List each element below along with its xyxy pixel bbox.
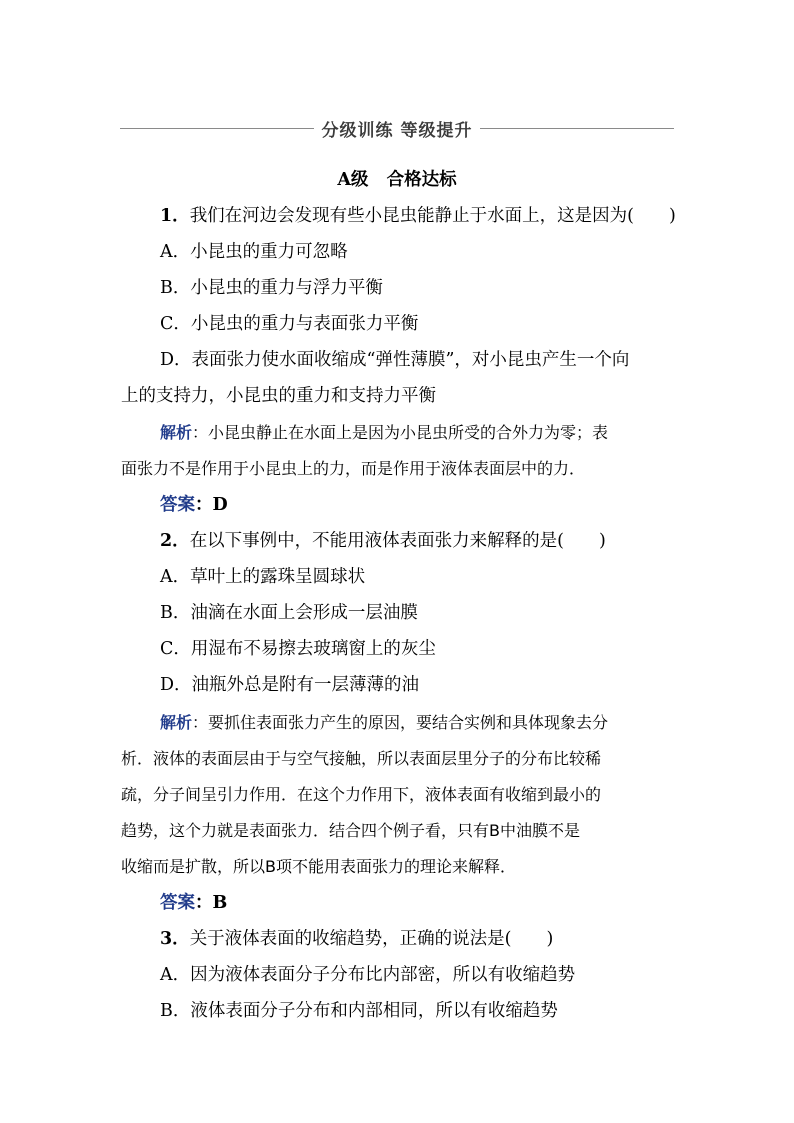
section-title: A级 合格达标 xyxy=(337,170,457,190)
q1-option-d-line2: 上的支持力，小昆虫的重力和支持力平衡 xyxy=(121,386,436,406)
q1-explanation-line1 xyxy=(160,421,608,445)
q1-option-d-line1: D．表面张力使水面收缩成“弹性薄膜”，对小昆虫产生一个向 xyxy=(160,350,630,370)
q1-explanation-line2: 面张力不是作用于小昆虫上的力，而是作用于液体表面层中的力． xyxy=(121,459,586,478)
q2-explanation-text1: ：要抓住表面张力产生的原因，要结合实例和具体现象去分 xyxy=(192,713,609,732)
q2-explanation-line1 xyxy=(160,711,608,735)
q2-explanation-label: 解析 xyxy=(160,713,193,732)
header-rule-right xyxy=(480,128,674,129)
header-title: 分级训练 等级提升 xyxy=(321,120,473,141)
q1-stem: 我们在河边会发现有些小昆虫能静止于水面上，这是因为( ) xyxy=(189,206,676,226)
section-header xyxy=(120,116,674,140)
q2-explanation-line2: 析．液体的表面层由于与空气接触，所以表面层里分子的分布比较稀 xyxy=(121,749,602,768)
q3-stem: 关于液体表面的收缩趋势，正确的说法是( ) xyxy=(189,929,554,949)
q3-option-b: B．液体表面分子分布和内部相同，所以有收缩趋势 xyxy=(160,1001,558,1021)
q2-option-a: A．草叶上的露珠呈圆球状 xyxy=(160,567,366,587)
q1-answer-label: 答案 xyxy=(160,495,195,515)
q1-option-b: B．小昆虫的重力与浮力平衡 xyxy=(160,278,383,298)
q2-option-d: D．油瓶外总是附有一层薄薄的油 xyxy=(160,675,420,695)
q2-answer-value: ：B xyxy=(195,893,228,913)
q2-answer-label: 答案 xyxy=(160,893,195,913)
q2-option-c: C．用湿布不易擦去玻璃窗上的灰尘 xyxy=(160,639,436,659)
q1-number: 1． xyxy=(160,206,190,226)
q2-explanation-line5: 收缩而是扩散，所以B项不能用表面张力的理论来解释． xyxy=(121,857,516,876)
q2-option-b: B．油滴在水面上会形成一层油膜 xyxy=(160,603,418,623)
q1-explanation-label: 解析 xyxy=(160,423,193,442)
q2-explanation-line3: 疏，分子间呈引力作用．在这个力作用下，液体表面有收缩到最小的 xyxy=(121,785,602,804)
q3-stem-line xyxy=(160,927,553,951)
q3-number: 3． xyxy=(160,929,190,949)
q2-number: 2． xyxy=(160,531,190,551)
q2-stem-line xyxy=(160,529,606,553)
q1-option-a: A．小昆虫的重力可忽略 xyxy=(160,242,348,262)
header-rule-left xyxy=(120,128,314,129)
q1-answer-value: ：D xyxy=(195,495,228,515)
q1-stem-line xyxy=(160,204,676,228)
q3-option-a: A．因为液体表面分子分布比内部密，所以有收缩趋势 xyxy=(160,965,576,985)
q1-answer-line xyxy=(160,493,228,517)
q2-explanation-line4: 趋势，这个力就是表面张力．结合四个例子看，只有B中油膜不是 xyxy=(121,821,580,840)
q2-stem: 在以下事例中，不能用液体表面张力来解释的是( ) xyxy=(189,531,606,551)
q2-answer-line xyxy=(160,891,227,915)
q1-explanation-text1: ：小昆虫静止在水面上是因为小昆虫所受的合外力为零；表 xyxy=(192,423,609,442)
q1-option-c: C．小昆虫的重力与表面张力平衡 xyxy=(160,314,419,334)
